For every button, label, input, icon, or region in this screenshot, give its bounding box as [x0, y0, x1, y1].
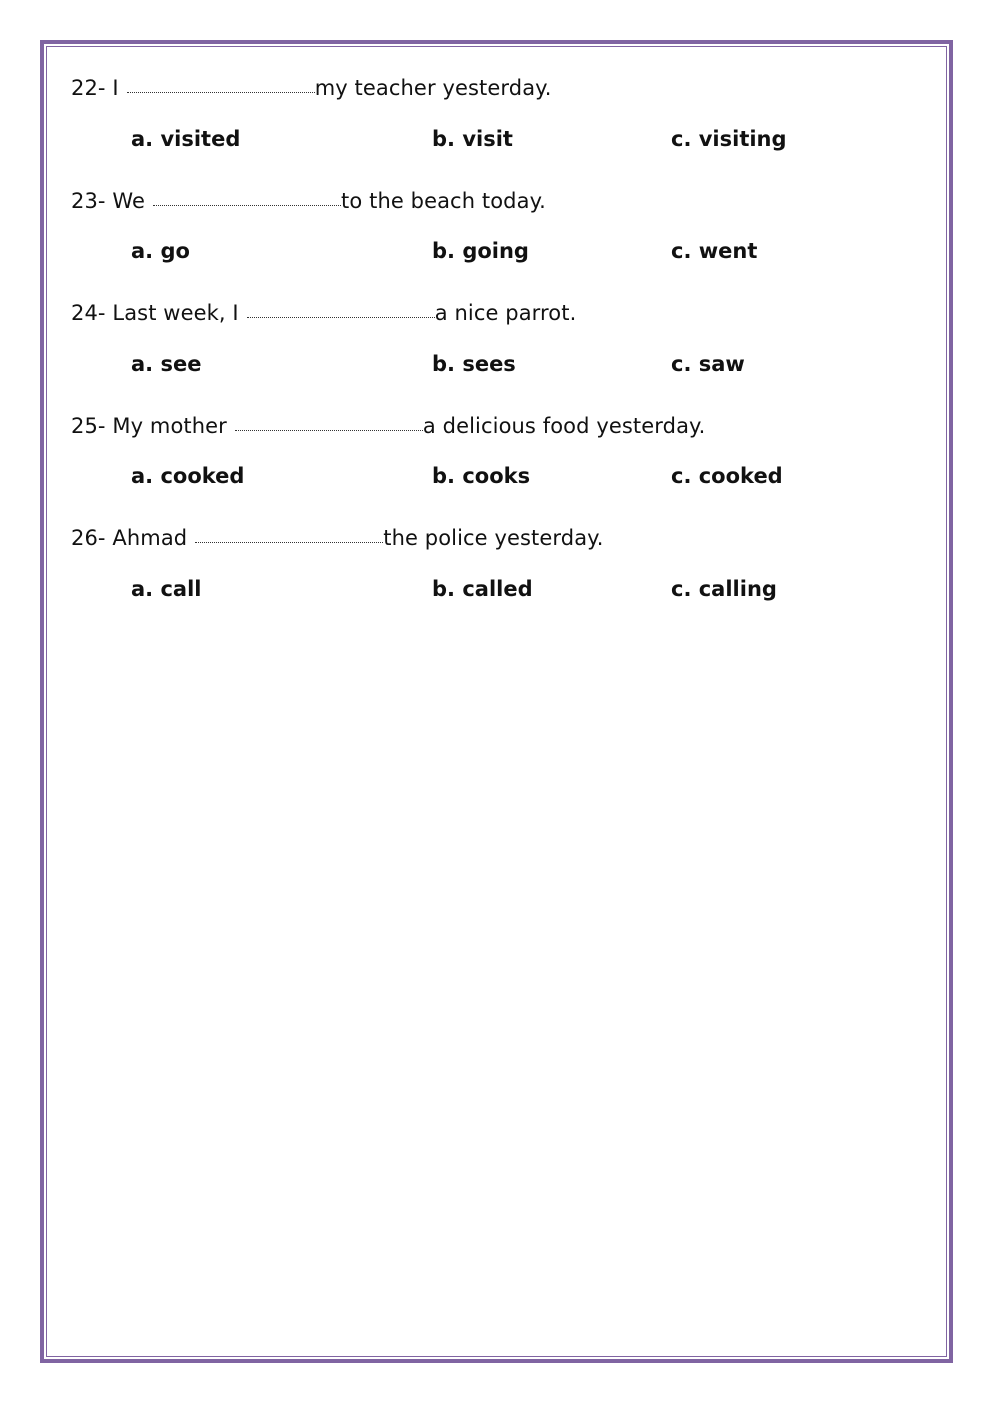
- options-22: [0, 127, 992, 157]
- question-text-before: Last week, I: [112, 301, 239, 325]
- question-text-after: a nice parrot.: [434, 301, 577, 325]
- question-text-before: I: [112, 76, 119, 100]
- question-text-before: We: [112, 189, 146, 213]
- answer-blank[interactable]: [127, 92, 315, 93]
- answer-blank[interactable]: [247, 317, 435, 318]
- question-text-after: my teacher yesterday.: [314, 76, 552, 100]
- answer-blank[interactable]: [195, 542, 383, 543]
- question-26: [71, 520, 603, 550]
- question-number: 23-: [71, 189, 106, 213]
- option-c[interactable]: c. went: [671, 239, 758, 263]
- option-a[interactable]: a. see: [131, 352, 202, 376]
- question-23: [71, 183, 546, 213]
- question-number: 24-: [71, 301, 106, 325]
- option-b[interactable]: b. visit: [432, 127, 513, 151]
- option-c[interactable]: c. cooked: [671, 464, 783, 488]
- option-b[interactable]: b. called: [432, 577, 533, 601]
- question-24: [71, 295, 576, 325]
- option-c[interactable]: c. saw: [671, 352, 745, 376]
- question-22: [71, 70, 551, 100]
- question-text-after: the police yesterday.: [383, 526, 604, 550]
- question-25: [71, 408, 705, 438]
- question-number: 22-: [71, 76, 106, 100]
- option-a[interactable]: a. go: [131, 239, 190, 263]
- question-text-after: a delicious food yesterday.: [422, 414, 706, 438]
- answer-blank[interactable]: [235, 430, 423, 431]
- question-number: 25-: [71, 414, 106, 438]
- options-26: [0, 577, 992, 607]
- options-23: [0, 239, 992, 269]
- options-24: [0, 352, 992, 382]
- option-a[interactable]: a. cooked: [131, 464, 245, 488]
- option-b[interactable]: b. cooks: [432, 464, 531, 488]
- option-c[interactable]: c. visiting: [671, 127, 787, 151]
- option-b[interactable]: b. sees: [432, 352, 516, 376]
- option-b[interactable]: b. going: [432, 239, 529, 263]
- question-number: 26-: [71, 526, 106, 550]
- question-text-after: to the beach today.: [341, 189, 546, 213]
- option-c[interactable]: c. calling: [671, 577, 777, 601]
- options-25: [0, 464, 992, 494]
- question-text-before: My mother: [112, 414, 227, 438]
- answer-blank[interactable]: [153, 205, 341, 206]
- option-a[interactable]: a. call: [131, 577, 202, 601]
- question-text-before: Ahmad: [112, 526, 188, 550]
- option-a[interactable]: a. visited: [131, 127, 241, 151]
